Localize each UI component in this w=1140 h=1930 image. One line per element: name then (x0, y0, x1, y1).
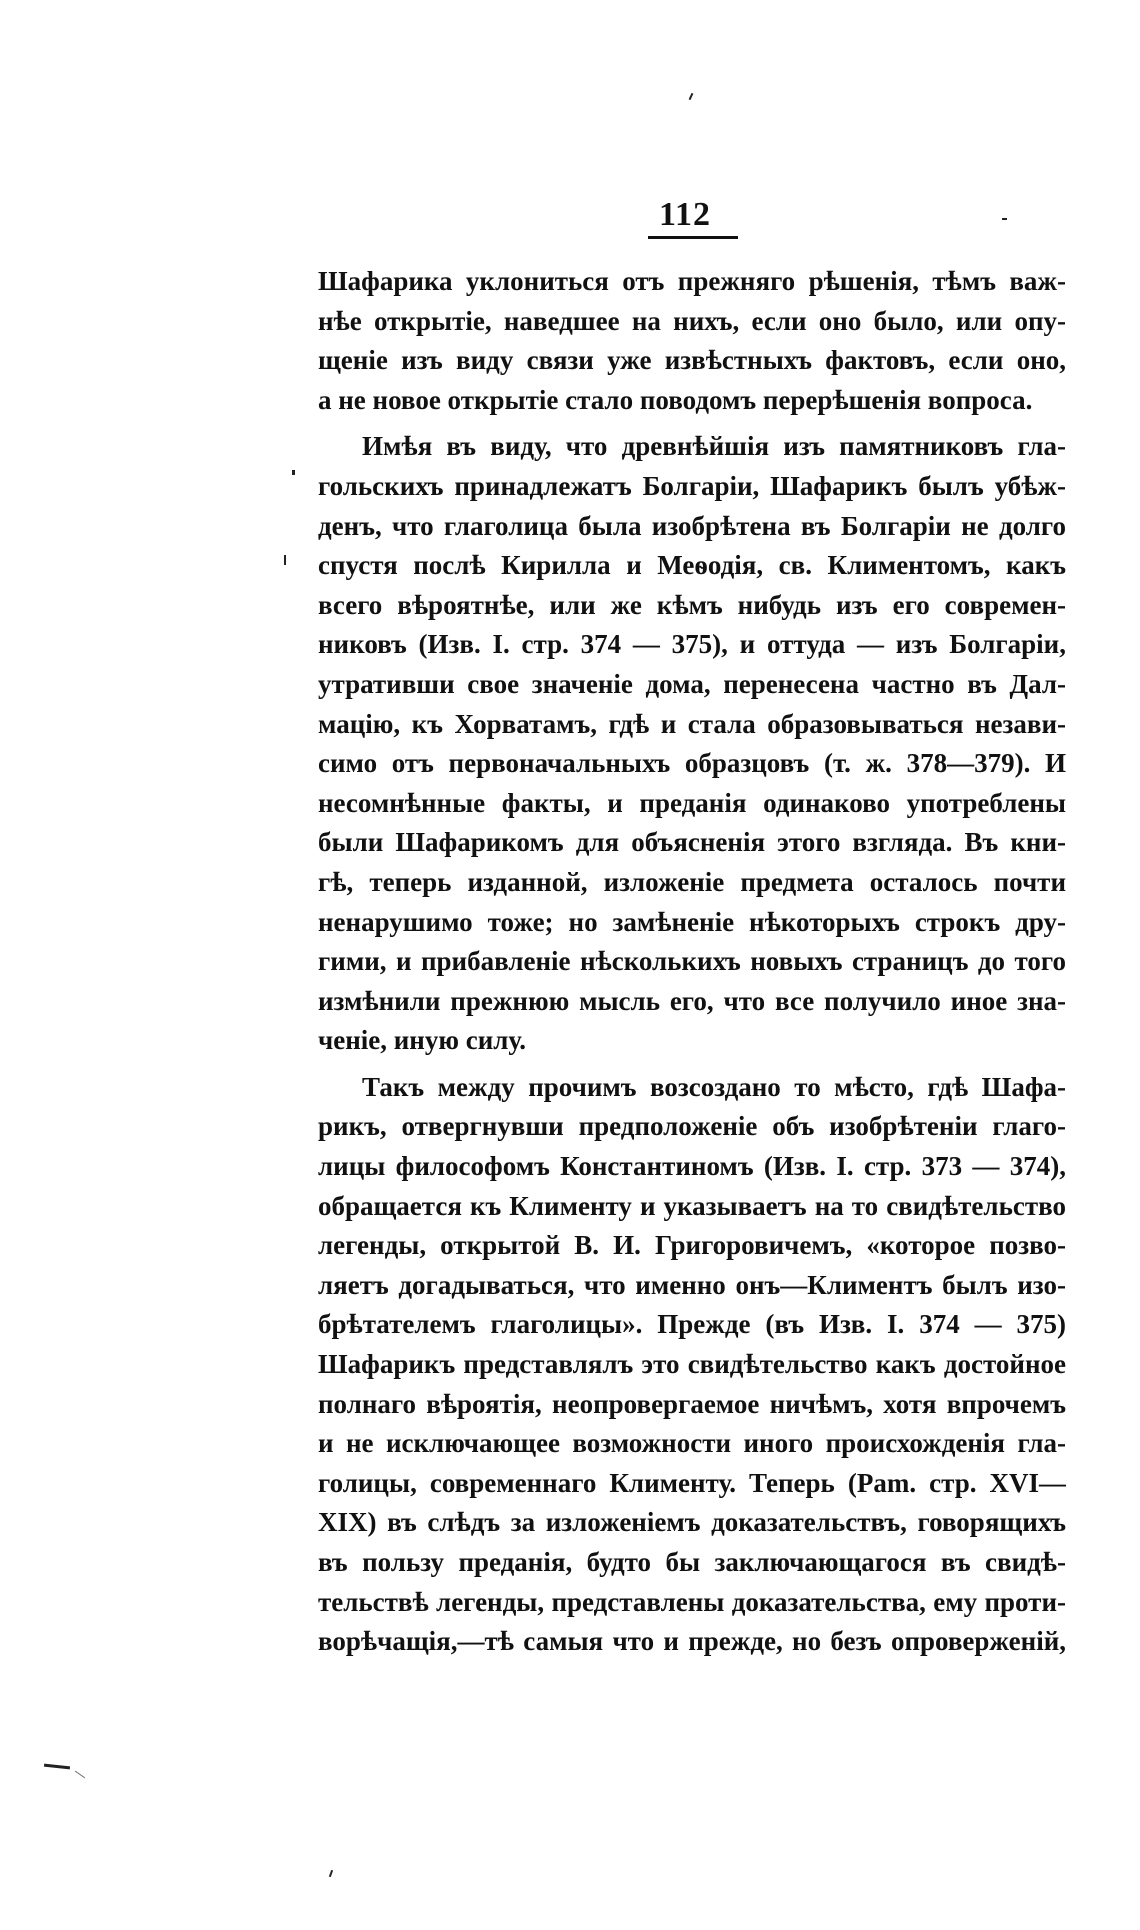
body-text (318, 262, 1066, 1669)
text-line: гими, и прибавленіе нѣсколькихъ новыхъ страницъ до того (318, 946, 1066, 977)
text-line: измѣнили прежнюю мысль его, что все получило иное зна- (318, 985, 1066, 1016)
text-line: всего вѣроятнѣе, или же кѣмъ нибудь изъ его современ- (318, 589, 1066, 620)
text-line: несомнѣнные факты, и преданія одинаково употреблены (318, 787, 1066, 818)
text-line: гѣ, теперь изданной, изложеніе предмета осталось почти (318, 866, 1066, 897)
text-line: лицы философомъ Константиномъ (Изв. I. стр. 373 — 374), (318, 1151, 1066, 1182)
text-line: ненарушимо тоже; но замѣненіе нѣкоторыхъ строкъ дру- (318, 906, 1066, 937)
text-line: были Шафарикомъ для объясненія этого взгляда. Въ кни- (318, 827, 1066, 858)
page-number-rule (648, 236, 738, 239)
text-line: и не исключающее возможности иного происхожденія гла- (318, 1428, 1066, 1459)
text-line: голицы, современнаго Клименту. Теперь (Pam. стр. XVI— (318, 1467, 1066, 1498)
text-line: щеніе изъ виду связи уже извѣстныхъ фактовъ, если оно, (318, 345, 1066, 376)
scan-speck (44, 1764, 70, 1770)
text-line: обращается къ Клименту и указываетъ на то свидѣтельство (318, 1190, 1066, 1221)
scan-speck (292, 470, 295, 475)
text-line: никовъ (Изв. I. стр. 374 — 375), и оттуда — изъ Болгаріи, (318, 629, 1066, 660)
text-line: нѣе открытіе, наведшее на нихъ, если оно было, или опу- (318, 305, 1066, 336)
paragraph (318, 427, 1066, 1061)
text-line: въ пользу преданія, будто бы заключающагося въ свидѣ- (318, 1547, 1066, 1577)
text-line: симо отъ первоначальныхъ образцовъ (т. ж. 378—379). И (318, 748, 1066, 779)
scan-speck (689, 93, 694, 100)
text-line: брѣтателемъ глаголицы». Прежде (въ Изв. I. 374 — 375) (318, 1309, 1066, 1340)
text-line: ворѣчащія,—тѣ самыя что и прежде, но безъ опроверженій, (318, 1626, 1066, 1657)
text-line: тельствѣ легенды, представлены доказательства, ему проти- (318, 1586, 1066, 1617)
text-line: легенды, открытой В. И. Григоровичемъ, «которое позво- (318, 1230, 1066, 1261)
text-line: ченіе, иную силу. (318, 1025, 526, 1056)
text-line: Шафарика уклониться отъ прежняго рѣшенія, тѣмъ важ- (318, 266, 1066, 296)
scan-speck (329, 1870, 333, 1877)
text-line: рикъ, отвергнувши предположеніе объ изобрѣтеніи глаго- (318, 1111, 1066, 1142)
text-line: гольскихъ принадлежатъ Болгаріи, Шафарикъ былъ убѣж- (318, 470, 1066, 501)
text-line: ляетъ догадываться, что именно онъ—Климентъ былъ изо- (318, 1269, 1066, 1300)
text-line: Такъ между прочимъ возсоздано то мѣсто, гдѣ Шафа- (362, 1071, 1066, 1102)
text-line: денъ, что глаголица была изобрѣтена въ Болгаріи не долго (318, 510, 1066, 541)
text-line: XIX) въ слѣдъ за изложеніемъ доказательствъ, говорящихъ (318, 1507, 1066, 1538)
text-line: а не новое открытіе стало поводомъ перерѣшенія вопроса. (318, 384, 1033, 415)
paragraph (318, 1068, 1066, 1662)
scan-speck (284, 555, 286, 565)
scan-speck (1002, 218, 1007, 220)
text-line: Шафарикъ представлялъ это свидѣтельство какъ достойное (318, 1349, 1066, 1380)
page-number: 112 (658, 196, 712, 233)
scan-speck (75, 1771, 85, 1779)
paragraph (318, 262, 1066, 420)
text-line: утративши свое значеніе дома, перенесена частно въ Дал- (318, 668, 1066, 699)
text-line: мацію, къ Хорватамъ, гдѣ и стала образовываться незави- (318, 708, 1066, 739)
text-line: спустя послѣ Кирилла и Меѳодія, св. Климентомъ, какъ (318, 550, 1066, 581)
text-line: полнаго вѣроятія, неопровергаемое ничѣмъ, хотя впрочемъ (318, 1388, 1066, 1419)
text-line: Имѣя въ виду, что древнѣйшія изъ памятниковъ гла- (362, 431, 1066, 462)
